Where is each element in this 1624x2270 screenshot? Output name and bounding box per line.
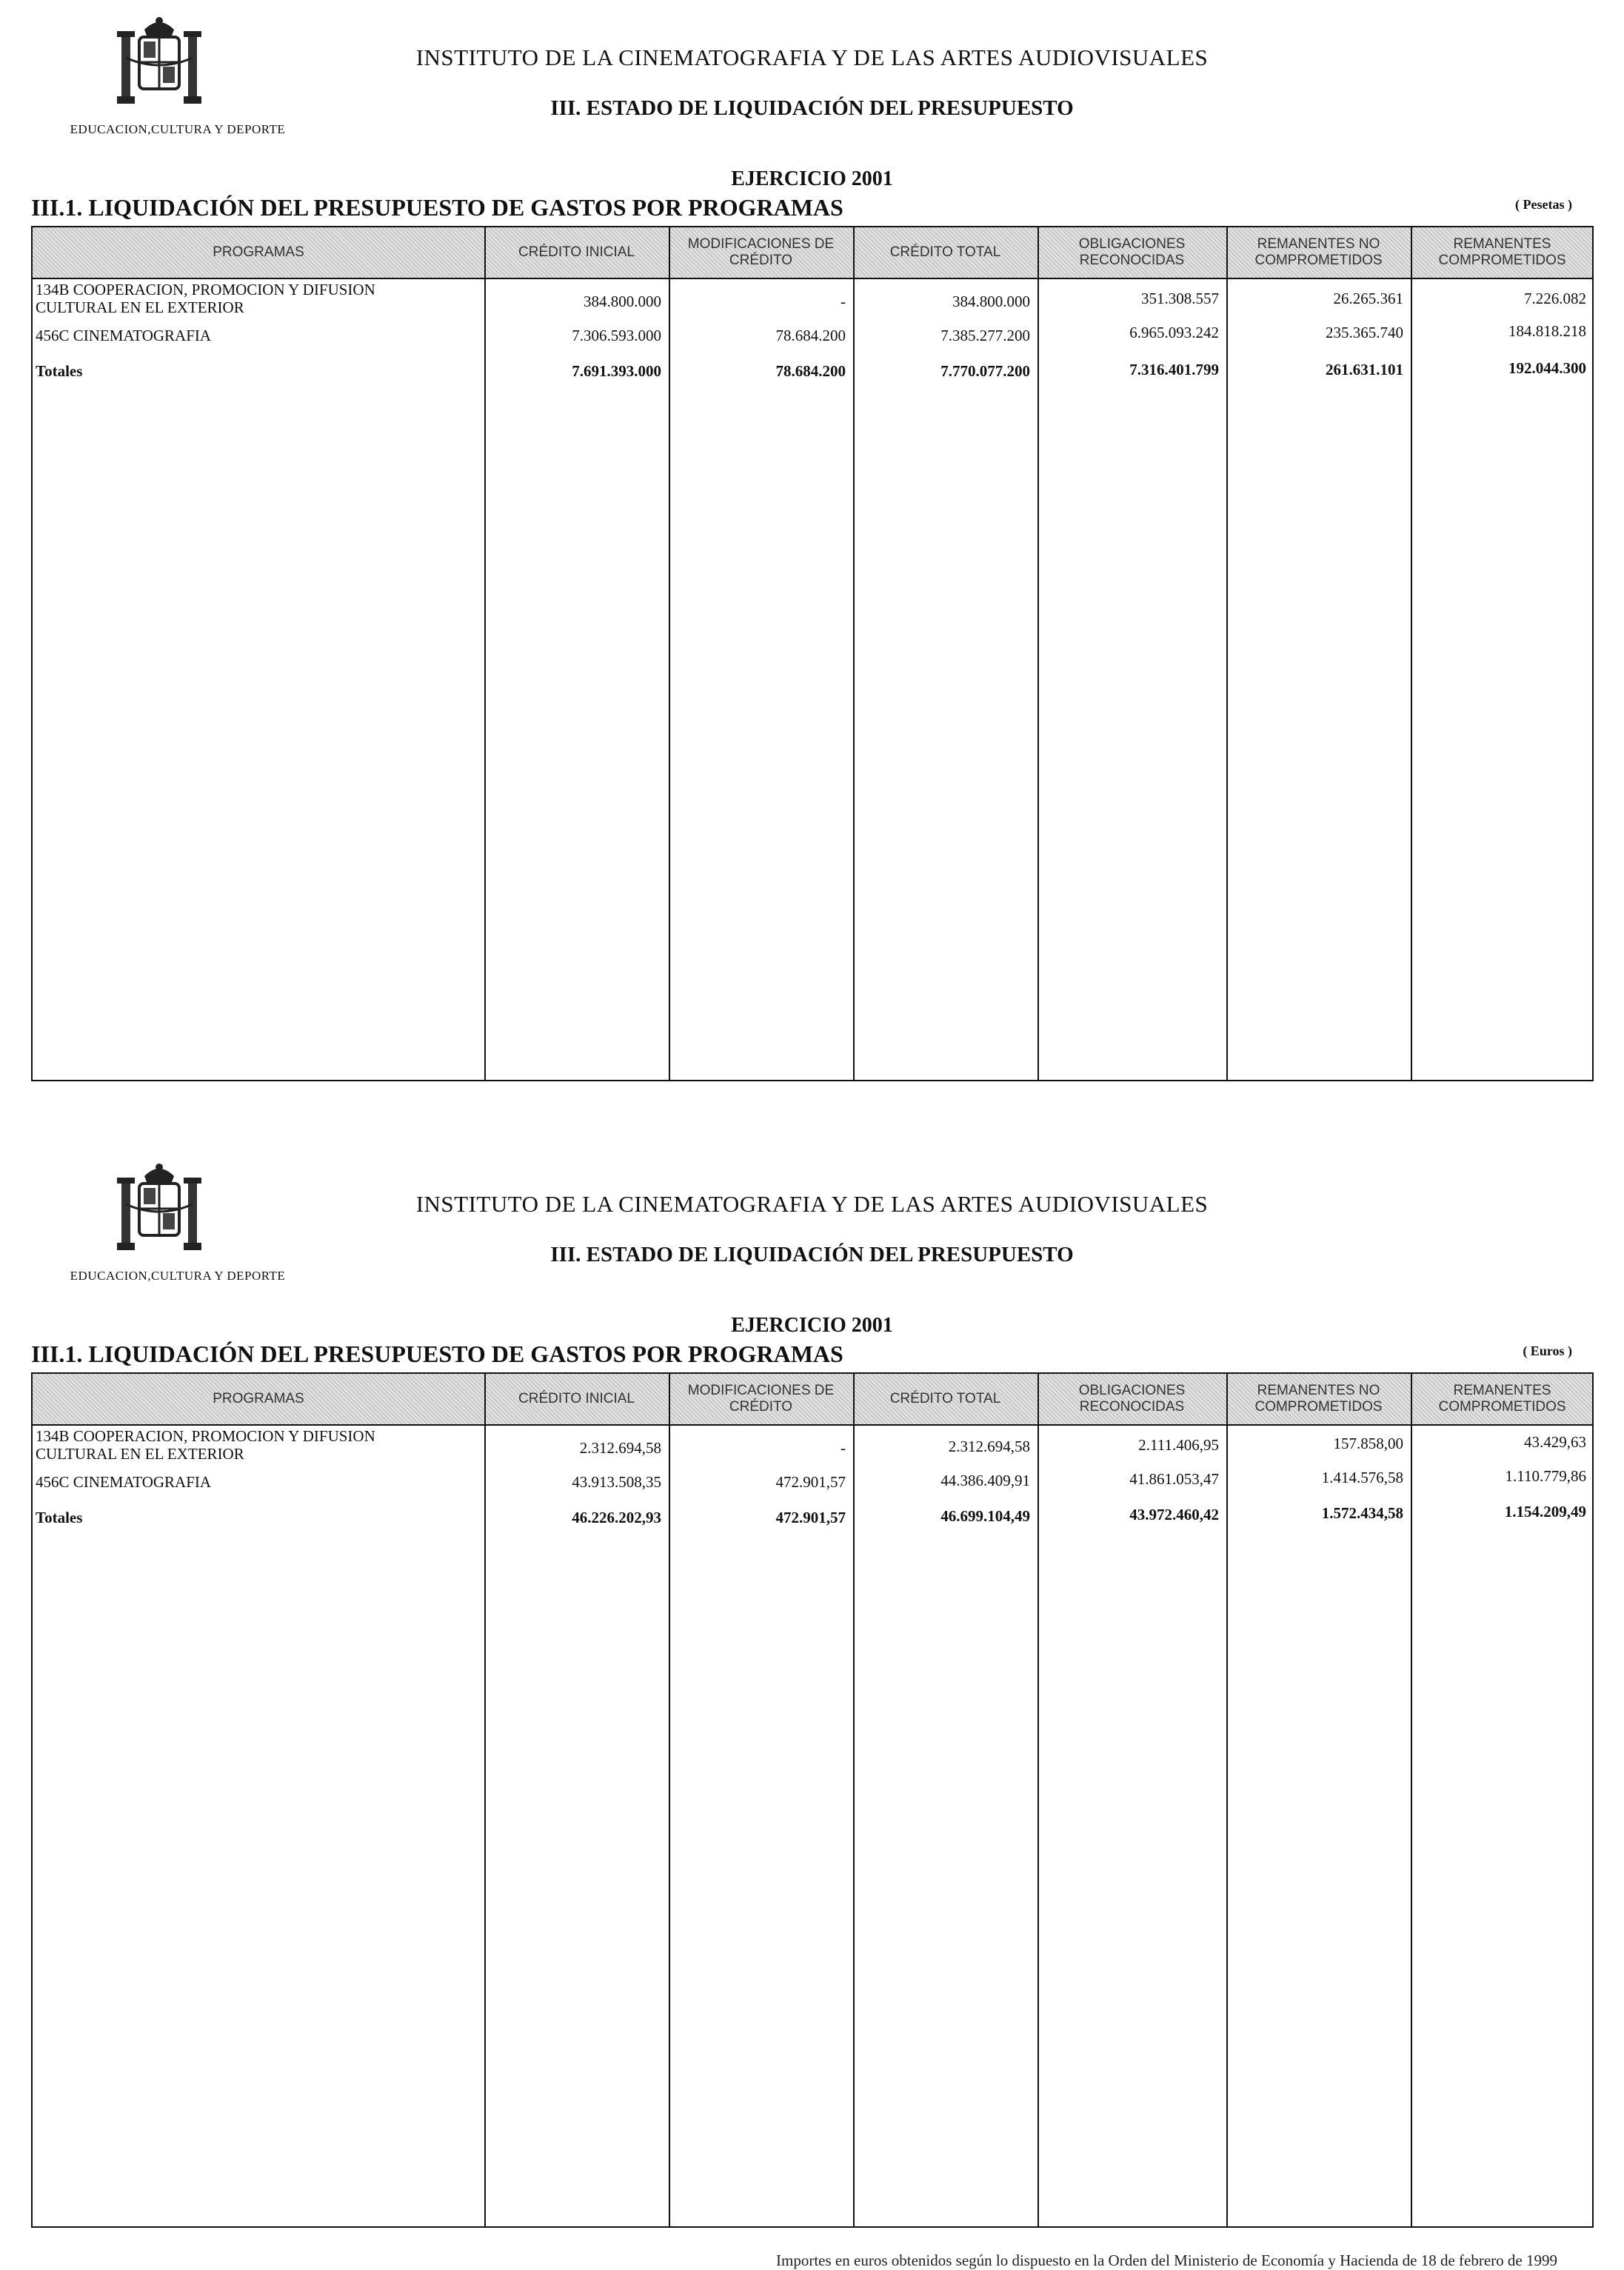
credito-total-value: 7.385.277.200	[940, 327, 1030, 344]
header-credito-inicial: CRÉDITO INICIAL	[518, 244, 635, 260]
column-divider	[484, 1374, 486, 2226]
statement-title: III. ESTADO DE LIQUIDACIÓN DEL PRESUPUESTO	[550, 96, 1074, 120]
total-obligaciones: 7.316.401.799	[1129, 361, 1219, 378]
header-remanentes-no	[1226, 1374, 1411, 1424]
header-obligaciones-line1: OBLIGACIONES	[1078, 1383, 1186, 1398]
totals-label: Totales	[36, 362, 83, 380]
ministry-name: EDUCACION,CULTURA Y DEPORTE	[70, 1269, 286, 1283]
remanentes-no-value: 26.265.361	[1333, 290, 1403, 307]
currency-label: ( Euros )	[1523, 1343, 1572, 1358]
header-credito-total: CRÉDITO TOTAL	[889, 1391, 1001, 1406]
header-modificaciones	[669, 1374, 853, 1424]
total-credito-total: 7.770.077.200	[940, 362, 1030, 380]
program-name	[36, 1427, 375, 1463]
table-header	[33, 227, 1592, 279]
header-remanentes	[1411, 1374, 1594, 1424]
modificaciones-value: -	[841, 293, 846, 310]
institute-title: INSTITUTO DE LA CINEMATOGRAFIA Y DE LAS ARTES AUDIOVISUALES	[415, 1191, 1209, 1217]
column-divider	[1226, 1374, 1228, 2226]
total-remanentes: 192.044.300	[1508, 359, 1586, 377]
total-obligaciones: 43.972.460,42	[1129, 1506, 1219, 1523]
header-remanentes-line2: COMPROMETIDOS	[1438, 1399, 1566, 1415]
column-divider	[853, 227, 855, 1080]
program-name	[36, 281, 375, 316]
program-name-line2: CULTURAL EN EL EXTERIOR	[36, 298, 244, 316]
column-divider	[669, 1374, 670, 2226]
currency-label: ( Pesetas )	[1515, 197, 1572, 212]
header-remanentes-no-line1: REMANENTES NO	[1257, 1383, 1380, 1398]
budget-table	[31, 1372, 1594, 2228]
modificaciones-value: -	[841, 1439, 846, 1457]
header-remanentes-line1: REMANENTES	[1453, 236, 1551, 252]
total-credito-total: 46.699.104,49	[940, 1507, 1030, 1525]
header-credito-total: CRÉDITO TOTAL	[889, 244, 1001, 260]
table-title: III.1. LIQUIDACIÓN DEL PRESUPUESTO DE GASTOS POR PROGRAMAS	[31, 194, 843, 221]
header-programas: PROGRAMAS	[213, 1391, 304, 1406]
credito-total-value: 384.800.000	[952, 293, 1030, 310]
totals-label: Totales	[36, 1509, 83, 1526]
column-divider	[853, 1374, 855, 2226]
header-obligaciones-line2: RECONOCIDAS	[1079, 1399, 1185, 1415]
remanentes-value: 1.110.779,86	[1505, 1467, 1586, 1485]
credito-inicial-value: 7.306.593.000	[572, 327, 661, 344]
header-remanentes-no-line2: COMPROMETIDOS	[1254, 253, 1383, 268]
credito-inicial-value: 384.800.000	[584, 293, 661, 310]
header-credito-inicial: CRÉDITO INICIAL	[518, 1391, 635, 1406]
remanentes-no-value: 1.414.576,58	[1321, 1469, 1403, 1486]
obligaciones-value: 6.965.093.242	[1129, 324, 1219, 341]
total-credito-inicial: 7.691.393.000	[572, 362, 661, 380]
remanentes-value: 43.429,63	[1524, 1433, 1586, 1451]
total-credito-inicial: 46.226.202,93	[572, 1509, 661, 1526]
program-name: 456C CINEMATOGRAFIA	[36, 327, 212, 344]
header-remanentes-no-line1: REMANENTES NO	[1257, 236, 1380, 252]
header-remanentes-line1: REMANENTES	[1453, 1383, 1551, 1398]
total-modificaciones: 472.901,57	[775, 1509, 846, 1526]
institute-title: INSTITUTO DE LA CINEMATOGRAFIA Y DE LAS ARTES AUDIOVISUALES	[415, 44, 1209, 70]
program-name-line2: CULTURAL EN EL EXTERIOR	[36, 1445, 244, 1463]
header-modificaciones-line1: MODIFICACIONES DE	[687, 236, 835, 252]
header-remanentes-no-line2: COMPROMETIDOS	[1254, 1399, 1383, 1415]
total-remanentes-no: 261.631.101	[1326, 361, 1403, 378]
statement-title: III. ESTADO DE LIQUIDACIÓN DEL PRESUPUESTO	[550, 1243, 1074, 1266]
program-name-line1: 134B COOPERACION, PROMOCION Y DIFUSION	[36, 281, 375, 298]
header-modificaciones-line2: CRÉDITO	[729, 253, 793, 268]
obligaciones-value: 2.111.406,95	[1138, 1436, 1219, 1454]
budget-table	[31, 226, 1594, 1081]
table-header	[33, 1374, 1592, 1426]
modificaciones-value: 78.684.200	[775, 327, 846, 344]
header-modificaciones	[669, 227, 853, 278]
remanentes-no-value: 235.365.740	[1326, 324, 1403, 341]
column-divider	[1037, 1374, 1039, 2226]
header-remanentes-no	[1226, 227, 1411, 278]
obligaciones-value: 351.308.557	[1141, 290, 1219, 307]
credito-inicial-value: 43.913.508,35	[572, 1473, 661, 1491]
header-modificaciones-line2: CRÉDITO	[729, 1399, 793, 1415]
fiscal-year: EJERCICIO 2001	[731, 1314, 893, 1337]
header-modificaciones-line1: MODIFICACIONES DE	[687, 1383, 835, 1398]
program-name-line1: 134B COOPERACION, PROMOCION Y DIFUSION	[36, 1427, 375, 1445]
remanentes-no-value: 157.858,00	[1333, 1435, 1403, 1452]
program-name: 456C CINEMATOGRAFIA	[36, 1473, 212, 1491]
total-remanentes-no: 1.572.434,58	[1321, 1504, 1403, 1522]
credito-total-value: 2.312.694,58	[948, 1438, 1030, 1455]
table-title: III.1. LIQUIDACIÓN DEL PRESUPUESTO DE GASTOS POR PROGRAMAS	[31, 1341, 843, 1367]
modificaciones-value: 472.901,57	[775, 1473, 846, 1491]
column-divider	[1411, 227, 1412, 1080]
header-obligaciones	[1037, 227, 1226, 278]
header-obligaciones	[1037, 1374, 1226, 1424]
column-divider	[669, 227, 670, 1080]
column-divider	[1411, 1374, 1412, 2226]
header-programas: PROGRAMAS	[213, 244, 304, 260]
total-modificaciones: 78.684.200	[775, 362, 846, 380]
total-remanentes: 1.154.209,49	[1504, 1503, 1586, 1520]
header-remanentes	[1411, 227, 1594, 278]
column-divider	[1037, 227, 1039, 1080]
fiscal-year: EJERCICIO 2001	[731, 167, 893, 190]
header-obligaciones-line2: RECONOCIDAS	[1079, 253, 1185, 268]
column-divider	[1226, 227, 1228, 1080]
obligaciones-value: 41.861.053,47	[1129, 1470, 1219, 1488]
header-obligaciones-line1: OBLIGACIONES	[1078, 236, 1186, 252]
header-remanentes-line2: COMPROMETIDOS	[1438, 253, 1566, 268]
column-divider	[484, 227, 486, 1080]
credito-inicial-value: 2.312.694,58	[579, 1439, 661, 1457]
ministry-name: EDUCACION,CULTURA Y DEPORTE	[70, 122, 286, 136]
remanentes-value: 184.818.218	[1508, 322, 1586, 340]
footnote: Importes en euros obtenidos según lo dispuesto en la Orden del Ministerio de Economía y Hacienda de 18 de febrero de 1999	[776, 2251, 1557, 2269]
remanentes-value: 7.226.082	[1524, 290, 1586, 307]
credito-total-value: 44.386.409,91	[940, 1472, 1030, 1489]
